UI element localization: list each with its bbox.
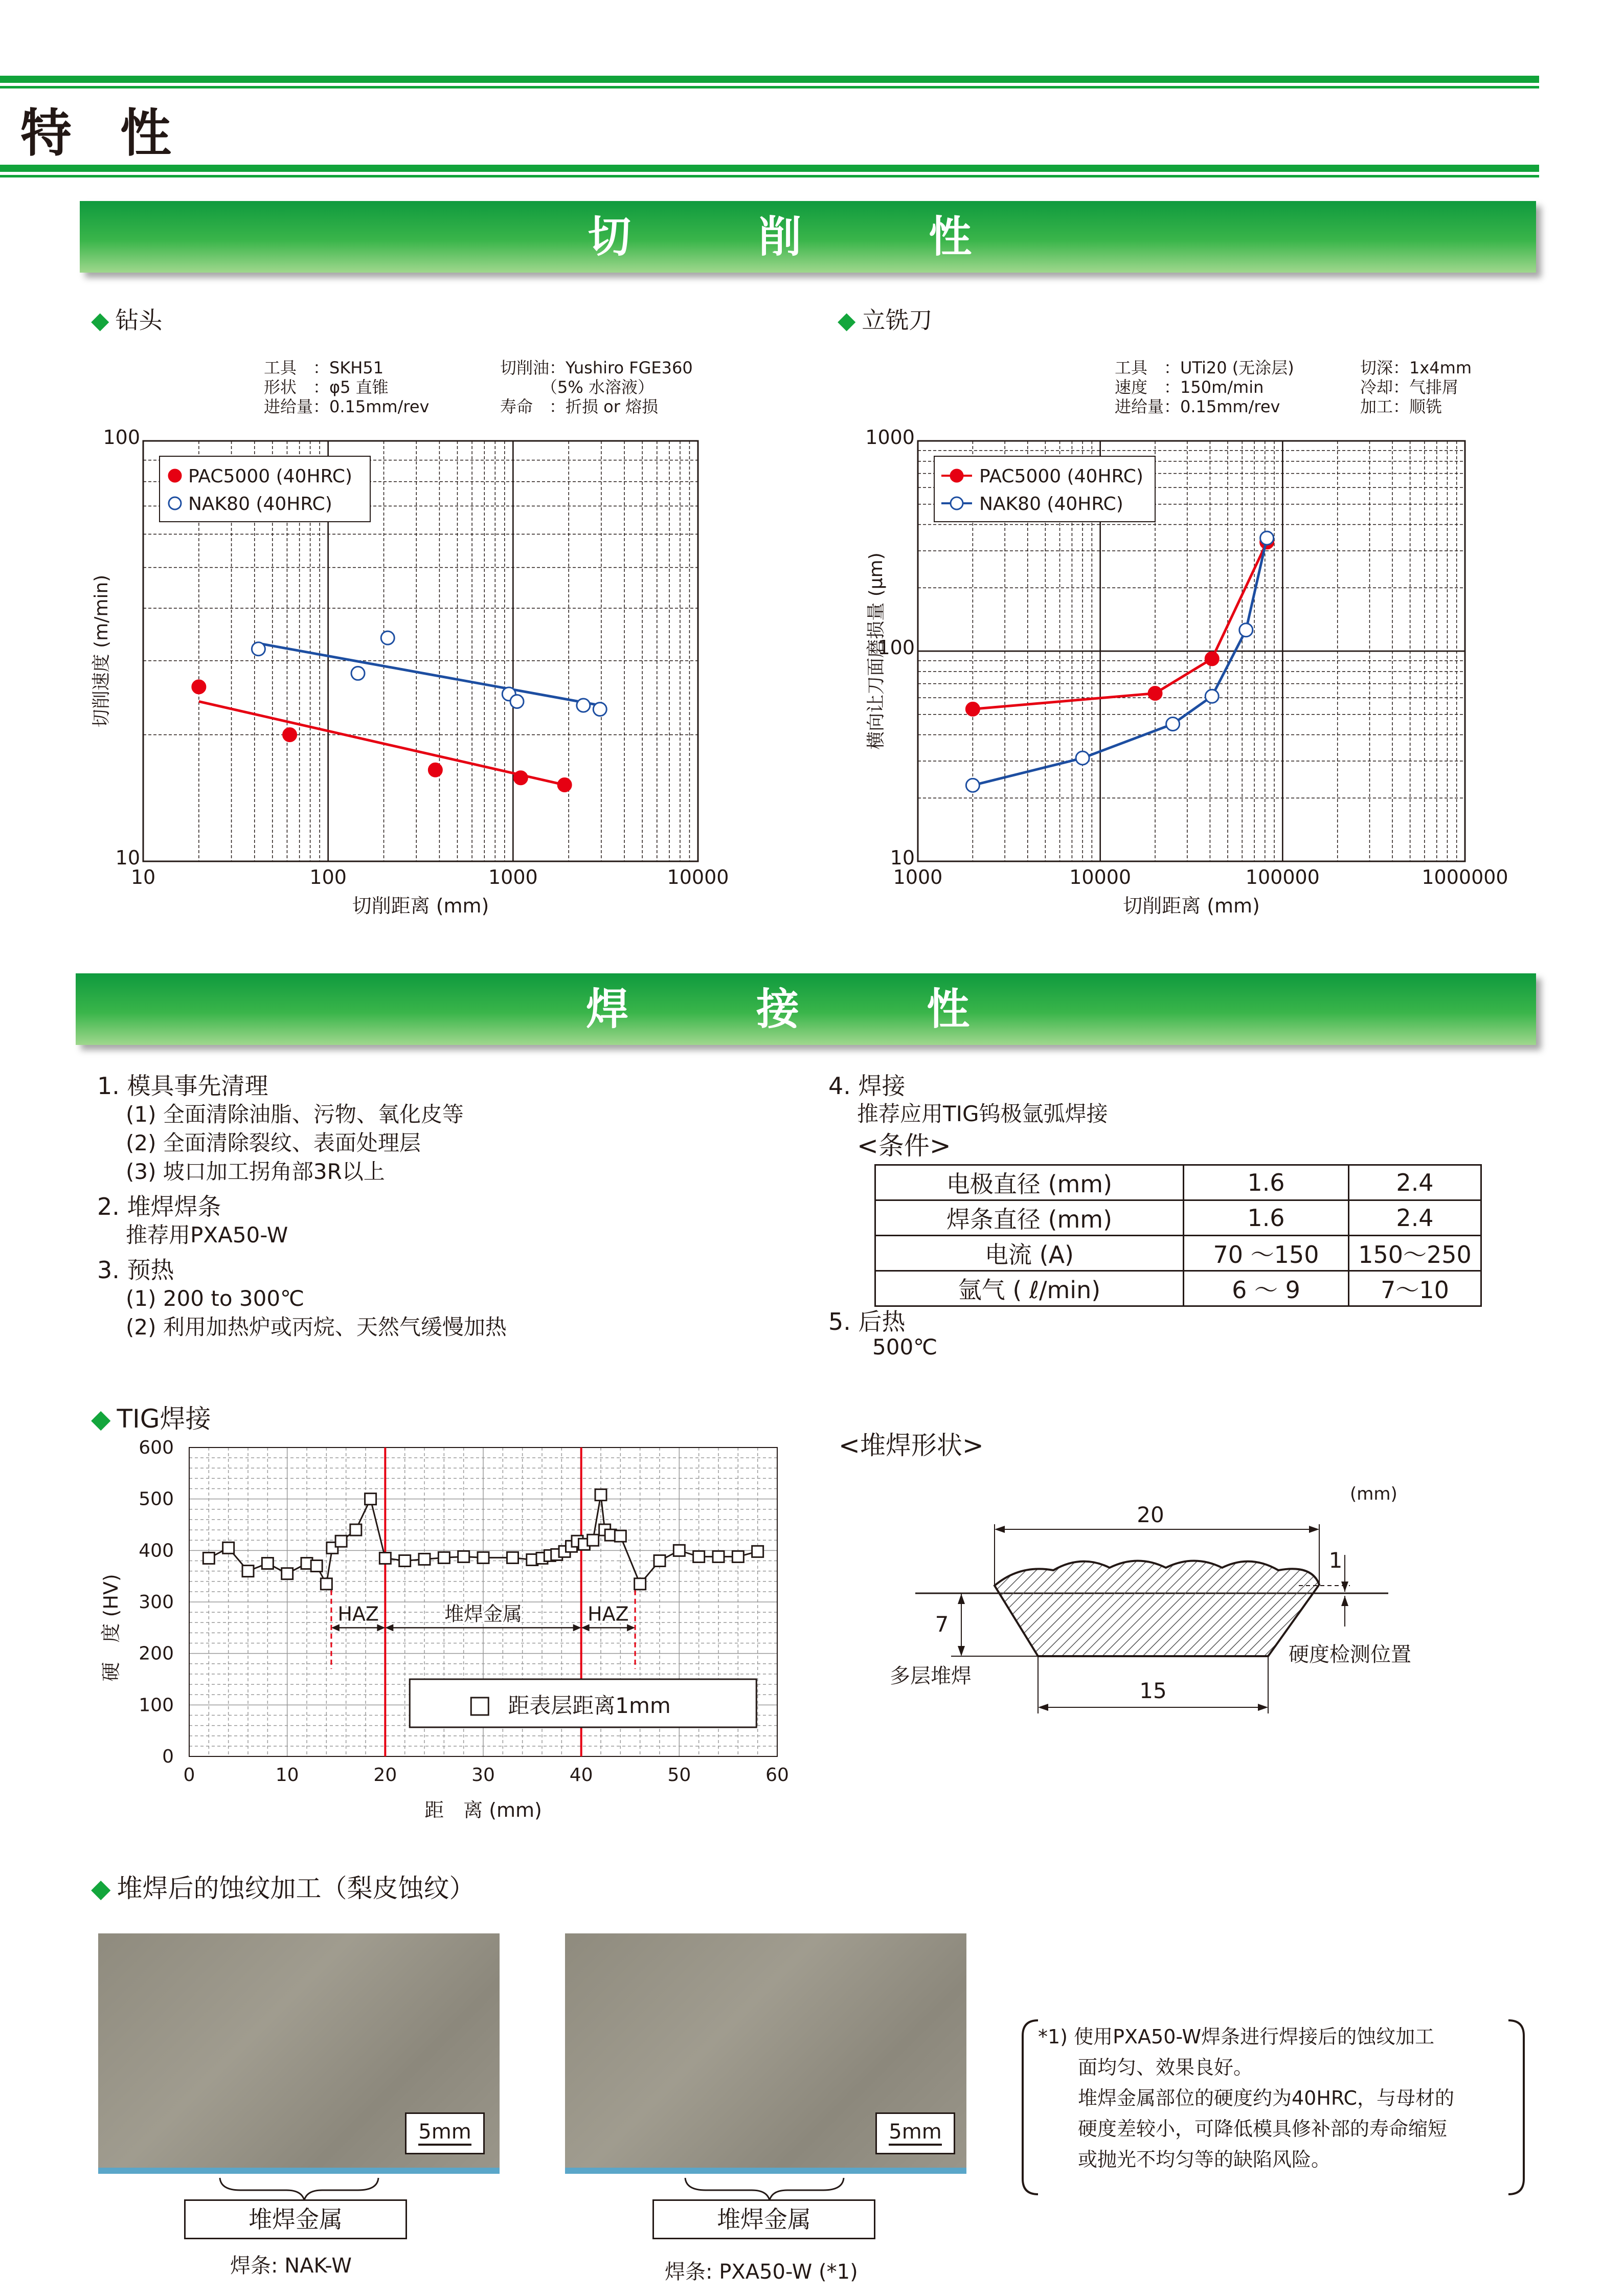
arrow-head: [377, 1624, 385, 1631]
item2-title: 2. 堆焊焊条: [97, 1193, 221, 1220]
page-title: 特 性: [20, 103, 187, 163]
data-point: [507, 1552, 518, 1563]
top-rule-thin: [0, 86, 1539, 88]
cond-line: 切深：1x4mm: [1360, 358, 1472, 377]
data-point: [379, 1552, 391, 1564]
x-tick-label: 1000: [488, 866, 538, 888]
dim-height-label: 7: [935, 1612, 949, 1637]
photo-edge: [565, 2168, 966, 2174]
x-axis-label: 距 离 (mm): [424, 1799, 542, 1821]
arrow-head: [385, 1624, 393, 1631]
dim-bottom-label: 15: [1139, 1678, 1167, 1703]
data-point: [321, 1578, 332, 1590]
y-tick-label: 10: [115, 847, 140, 869]
item3-line: (1) 200 to 300℃: [126, 1286, 305, 1311]
scale-text: 5mm: [418, 2120, 471, 2146]
data-point: [351, 666, 365, 680]
weld-shape-heading: <堆焊形状>: [839, 1431, 984, 1460]
arrow-head: [995, 1526, 1005, 1533]
data-point: [283, 728, 297, 742]
y-tick-label: 500: [139, 1488, 174, 1510]
fit-line: [199, 701, 565, 785]
title-rule: [0, 165, 1539, 172]
data-point: [419, 1553, 430, 1565]
welding-banner: 焊 接 性: [76, 973, 1536, 1045]
data-point: [1205, 689, 1219, 703]
data-point: [693, 1551, 705, 1562]
data-point: [311, 1561, 322, 1572]
x-tick-label: 10: [275, 1765, 299, 1786]
arrow-head: [1258, 1704, 1268, 1711]
arrow-head: [1038, 1704, 1048, 1711]
table-cell: 1.6: [1184, 1165, 1349, 1200]
cond-line: 工具 ：UTi20 (无涂层): [1115, 358, 1294, 377]
data-point: [223, 1542, 234, 1553]
table-cell: 焊条直径 (mm): [875, 1200, 1184, 1236]
legend-marker: [471, 1698, 488, 1715]
note-text: [1038, 2021, 1454, 2175]
table-cell: 电流 (A): [875, 1236, 1184, 1271]
arrow-head: [1309, 1526, 1319, 1533]
diamond-icon: ◆: [91, 1874, 111, 1903]
x-tick-label: 100: [309, 866, 347, 888]
cond-line: （5% 水溶液）: [500, 377, 654, 397]
dim-cap-label: 1: [1328, 1548, 1343, 1573]
data-point: [752, 1546, 763, 1557]
annotation-label: 堆焊金属: [444, 1602, 523, 1625]
weld-metal-label-1: 堆焊金属: [184, 2199, 407, 2239]
table-cell: 氩气 ( ℓ/min): [875, 1271, 1184, 1306]
note-line: 硬度差较小，可降低模具修补部的寿命缩短: [1078, 2118, 1448, 2140]
item2-line: 推荐用PXA50-W: [126, 1222, 288, 1248]
endmill-conditions-left: [1115, 358, 1294, 416]
legend-label: PAC5000 (40HRC): [188, 466, 352, 487]
table-row: [875, 1200, 1481, 1236]
x-tick-label: 50: [667, 1765, 691, 1786]
data-point: [577, 699, 590, 712]
dim-top-label: 20: [1137, 1502, 1164, 1527]
note-line: 堆焊金属部位的硬度约为40HRC，与母材的: [1078, 2087, 1454, 2109]
data-point: [1239, 623, 1253, 637]
caption-2: 焊条: PXA50-W (*1): [665, 2260, 858, 2284]
legend-marker: [169, 497, 181, 509]
unit-label: (mm): [1350, 1484, 1397, 1504]
etching-heading-text: 堆焊后的蚀纹加工（梨皮蚀纹）: [117, 1874, 475, 1903]
data-point: [335, 1535, 347, 1547]
cond-line: 进给量：0.15mm/rev: [264, 397, 430, 416]
legend-label: NAK80 (40HRC): [979, 494, 1123, 515]
x-tick-label: 1000000: [1422, 866, 1508, 888]
endmill-heading: [838, 302, 932, 336]
table-row: [875, 1271, 1481, 1306]
legend-label: NAK80 (40HRC): [188, 494, 332, 515]
x-tick-label: 30: [471, 1765, 495, 1786]
y-tick-label: 600: [139, 1437, 174, 1458]
legend-marker: [169, 470, 181, 482]
table-cell: 电极直径 (mm): [875, 1165, 1184, 1200]
tig-heading-text: TIG焊接: [117, 1404, 211, 1434]
cond-line: 速度 ：150m/min: [1115, 377, 1264, 397]
x-axis-label: 切削距离 (mm): [352, 895, 489, 917]
y-tick-label: 100: [103, 426, 140, 449]
scale-text: 5mm: [889, 2120, 941, 2146]
cond-line: 切削油：Yushiro FGE360: [500, 358, 693, 377]
caption-1: 焊条: NAK-W: [230, 2254, 352, 2278]
data-point: [242, 1566, 254, 1577]
scale-bar-2: [875, 2112, 955, 2154]
table-cell: 6 ～ 9: [1184, 1271, 1349, 1306]
item1-line: (3) 坡口加工拐角部3R以上: [126, 1159, 385, 1184]
arrow-head: [1341, 1582, 1348, 1592]
data-point: [381, 631, 394, 644]
x-tick-label: 100000: [1245, 866, 1320, 888]
annotation-label: HAZ: [588, 1602, 629, 1625]
data-point: [262, 1558, 273, 1569]
cutting-banner: 切 削 性: [80, 201, 1536, 273]
y-tick-label: 300: [139, 1592, 174, 1613]
data-point: [365, 1494, 376, 1505]
item1-line: (2) 全面清除裂纹、表面处理层: [126, 1130, 421, 1155]
drill-heading: [91, 302, 162, 336]
conditions-table: [874, 1164, 1482, 1307]
table-cell: 2.4: [1349, 1165, 1481, 1200]
y-tick-label: 0: [162, 1746, 174, 1767]
measure-position-label: 硬度检测位置: [1289, 1643, 1411, 1666]
item1-title: 1. 模具事先清理: [97, 1072, 268, 1100]
item3-line: (2) 利用加热炉或丙烷、天然气缓慢加热: [126, 1315, 507, 1340]
y-tick-label: 400: [139, 1540, 174, 1562]
data-point: [1166, 718, 1180, 731]
y-axis-label: 切削速度 (m/min): [91, 574, 112, 728]
table-cell: 150～250: [1349, 1236, 1481, 1271]
data-point: [615, 1530, 626, 1542]
data-point: [458, 1551, 469, 1562]
diamond-icon: ◆: [91, 306, 109, 334]
x-tick-label: 10: [130, 866, 156, 888]
data-point: [510, 695, 524, 708]
endmill-conditions-right: [1360, 358, 1472, 416]
series-line: [973, 538, 1267, 785]
data-point: [654, 1555, 665, 1566]
fit-line: [258, 643, 600, 705]
diamond-icon: ◆: [91, 1404, 111, 1434]
data-point: [593, 703, 606, 716]
x-tick-label: 1000: [893, 866, 943, 888]
bracket-left: [1023, 2020, 1038, 2194]
data-point: [713, 1551, 724, 1562]
brace-2: [685, 2178, 844, 2200]
data-point: [588, 1534, 599, 1546]
x-tick-label: 10000: [667, 866, 729, 888]
data-point: [635, 1578, 646, 1590]
data-point: [595, 1489, 606, 1501]
table-cell: 70 ～150: [1184, 1236, 1349, 1271]
data-point: [966, 702, 979, 716]
weld-bead: [995, 1561, 1319, 1657]
y-tick-label: 1000: [865, 426, 915, 449]
item5-line: 500℃: [872, 1334, 938, 1360]
conditions-title: <条件>: [857, 1131, 951, 1161]
note-line: *1) 使用PXA50-W焊条进行焊接后的蚀纹加工: [1038, 2025, 1435, 2048]
endmill-chart: [828, 425, 1544, 931]
data-point: [558, 778, 571, 792]
cond-line: 加工：顺铣: [1360, 397, 1442, 416]
item1-line: (1) 全面清除油脂、污物、氧化皮等: [126, 1102, 464, 1127]
x-tick-label: 40: [569, 1765, 593, 1786]
drill-chart: [77, 425, 757, 931]
welding-items: [97, 1072, 507, 1342]
y-axis-label: 横向让刀面磨损量 (μm): [866, 552, 887, 750]
tig-heading: [91, 1398, 211, 1435]
data-point: [1260, 531, 1274, 545]
table-row: [875, 1236, 1481, 1271]
data-point: [252, 642, 265, 656]
data-point: [673, 1545, 685, 1556]
arrow-head: [581, 1624, 590, 1631]
data-point: [203, 1552, 214, 1564]
data-point: [438, 1552, 449, 1563]
brace-1: [220, 2178, 378, 2200]
data-point: [428, 763, 442, 776]
x-tick-label: 10000: [1069, 866, 1132, 888]
cond-line: 形状 ：φ5 直锥: [264, 377, 389, 397]
table-cell: 2.4: [1349, 1200, 1481, 1236]
legend-marker: [951, 470, 963, 482]
legend-marker: [951, 497, 963, 509]
top-rule: [0, 76, 1539, 83]
y-axis-label: 硬 度 (HV): [100, 1574, 122, 1682]
data-point: [192, 680, 206, 694]
weld-shape-diagram: [890, 1473, 1452, 1739]
note-line: 面均匀、效果良好。: [1078, 2056, 1253, 2079]
bracket-right: [1508, 2020, 1524, 2194]
data-point: [478, 1552, 489, 1563]
data-point: [732, 1551, 743, 1562]
etching-heading: [91, 1868, 475, 1905]
item4-line: 推荐应用TIG钨极氩弧焊接: [857, 1101, 1108, 1126]
data-point: [282, 1568, 293, 1579]
arrow-head: [958, 1594, 965, 1604]
data-point: [514, 771, 527, 785]
y-tick-label: 200: [139, 1643, 174, 1664]
y-tick-label: 100: [877, 636, 915, 659]
tig-chart: [87, 1432, 803, 1841]
data-point: [1148, 686, 1162, 700]
weld-metal-label-2: 堆焊金属: [652, 2199, 875, 2239]
title-rule-thin: [0, 175, 1539, 177]
table-cell: 7～10: [1349, 1271, 1481, 1306]
x-axis-label: 切削距离 (mm): [1123, 895, 1260, 917]
item5-title: 5. 后热: [828, 1308, 906, 1335]
item3-title: 3. 预热: [97, 1256, 174, 1284]
cond-line: 冷却：气排屑: [1360, 377, 1459, 397]
item4-title: 4. 焊接: [828, 1072, 906, 1100]
cond-line: 进给量：0.15mm/rev: [1115, 397, 1280, 416]
data-point: [399, 1555, 411, 1566]
data-point: [350, 1524, 362, 1535]
drill-conditions-left: [264, 358, 429, 416]
photo-edge: [98, 2168, 500, 2174]
arrow-head: [331, 1624, 340, 1631]
drill-heading-text: 钻头: [115, 306, 163, 334]
diamond-icon: ◆: [838, 306, 856, 334]
arrow-head: [573, 1624, 581, 1631]
scale-bar-1: [405, 2112, 485, 2154]
legend-label: PAC5000 (40HRC): [979, 466, 1143, 487]
cond-line: 工具 ：SKH51: [264, 358, 384, 377]
note-line: 或抛光不均匀等的缺陷风险。: [1078, 2148, 1331, 2171]
x-tick-label: 20: [373, 1765, 397, 1786]
data-point: [1205, 652, 1219, 665]
annotation-label: HAZ: [337, 1602, 379, 1625]
endmill-heading-text: 立铣刀: [862, 306, 933, 334]
data-point: [966, 778, 979, 792]
table-row: [875, 1165, 1481, 1200]
table-cell: 1.6: [1184, 1200, 1349, 1236]
multilayer-label: 多层堆焊: [890, 1664, 972, 1688]
x-tick-label: 60: [765, 1765, 789, 1786]
drill-conditions-right: [500, 358, 693, 416]
arrow-head: [1341, 1596, 1348, 1606]
data-point: [1076, 751, 1089, 765]
arrow-head: [627, 1624, 635, 1631]
cond-line: 寿命 ：折损 or 熔损: [500, 397, 659, 416]
y-tick-label: 10: [890, 847, 915, 869]
legend-label: 距表层距离1mm: [508, 1693, 671, 1718]
arrow-head: [958, 1646, 965, 1656]
x-tick-label: 0: [183, 1765, 195, 1786]
y-tick-label: 100: [139, 1695, 174, 1716]
